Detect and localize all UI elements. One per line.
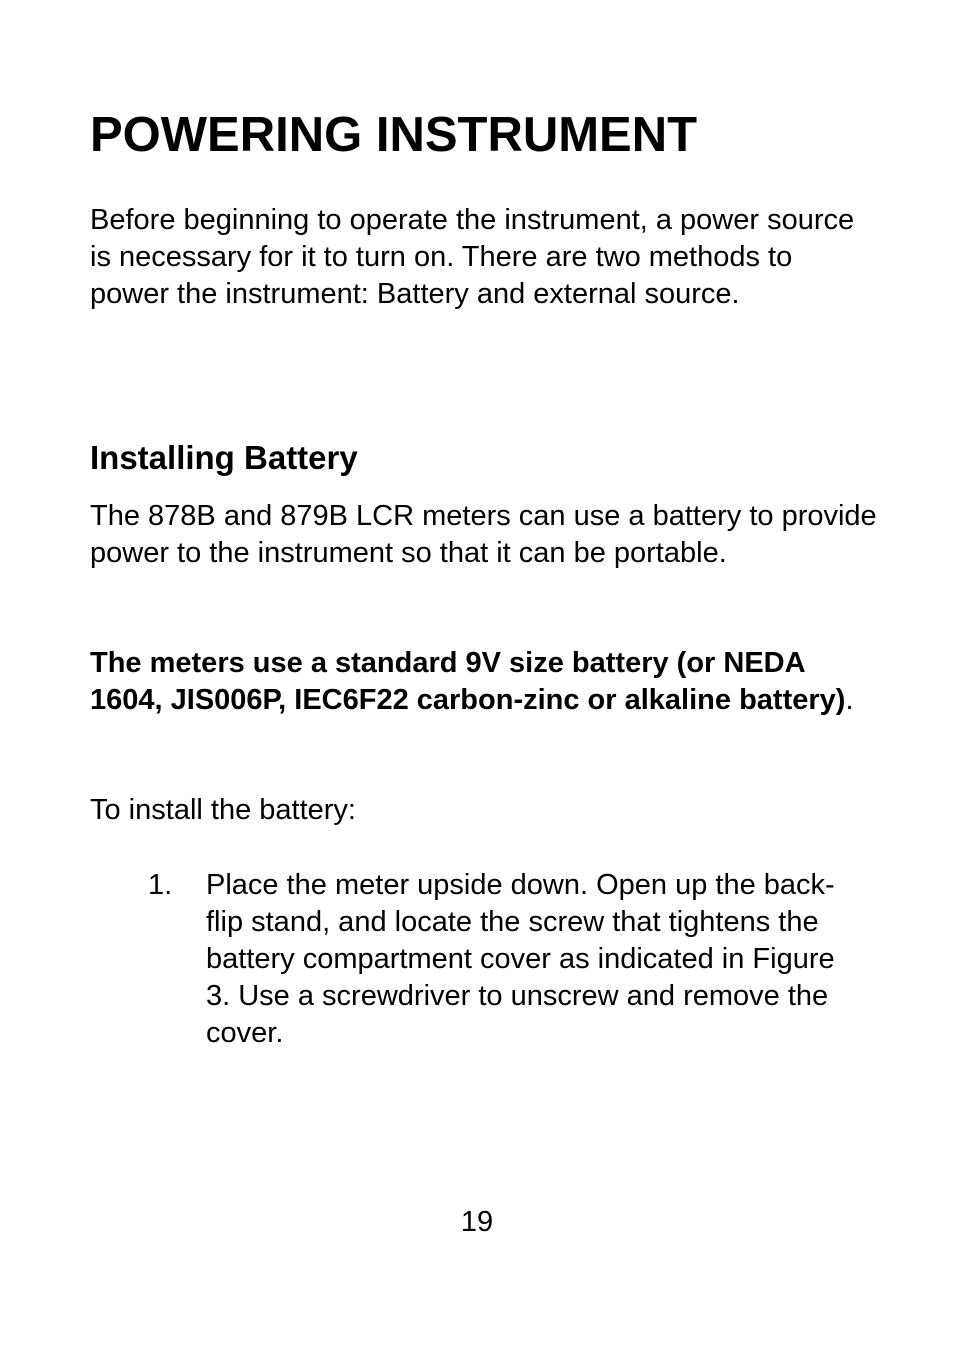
intro-paragraph: Before beginning to operate the instrument, a power source is necessary for it to turn on. There are two methods to power the instrument: Battery and external source.: [90, 204, 855, 310]
install-lead-text: To install the battery:: [90, 794, 356, 826]
section-heading: Installing Battery: [90, 439, 358, 476]
list-item: [148, 867, 838, 1052]
battery-spec-trailing: .: [845, 684, 854, 716]
page-number: 19: [460, 1206, 494, 1238]
battery-spec-bold-text: The meters use a standard 9V size battery (or NEDA 1604, JIS006P, IEC6F22 carbon-zinc or alkaline battery): [90, 647, 846, 716]
install-steps-list: [148, 867, 838, 1052]
step-text: Place the meter upside down. Open up the back-flip stand, and locate the screw that tightens the battery compartment cover as indicated in Figure 3. Use a screwdriver to unscrew and remove the cover.: [206, 869, 835, 1049]
step-number: 1.: [148, 869, 173, 901]
battery-paragraph: The 878B and 879B LCR meters can use a battery to provide power to the instrument so that it can be portable.: [90, 500, 877, 569]
page-title: POWERING INSTRUMENT: [90, 108, 698, 162]
battery-spec-paragraph: [90, 645, 870, 719]
